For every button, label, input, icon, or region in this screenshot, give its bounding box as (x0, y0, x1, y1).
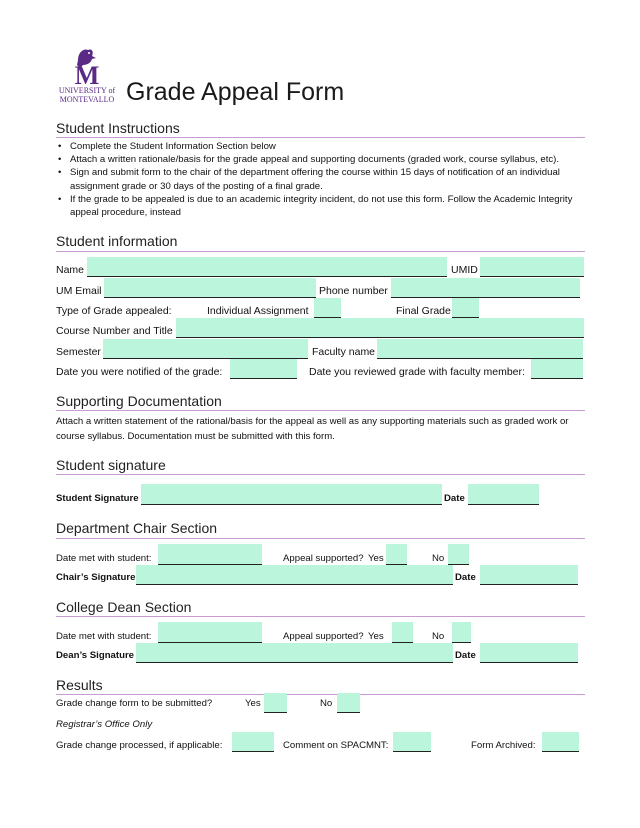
page-title: Grade Appeal Form (126, 78, 345, 106)
student-signature-field[interactable] (141, 484, 442, 505)
semester-field[interactable] (103, 339, 308, 359)
email-label: UM Email (56, 285, 102, 297)
section-divider (56, 137, 585, 138)
name-field[interactable] (87, 257, 447, 277)
dean-met-date-field[interactable] (158, 622, 262, 643)
list-item: • Complete the Student Information Section below (56, 140, 585, 153)
student-info-heading: Student information (56, 233, 178, 249)
dean-no-checkbox[interactable] (452, 622, 471, 643)
list-item: • Sign and submit form to the chair of the department offering the course within 15 days of notification of an individual assignment grade or 30 days of the posting of a final grade. (56, 166, 585, 192)
results-yes-checkbox[interactable] (264, 693, 287, 713)
student-date-label: Date (444, 493, 465, 504)
chair-signature-label: Chair’s Signature (56, 572, 136, 583)
reviewed-date-field[interactable] (531, 359, 583, 379)
student-signature-label: Student Signature (56, 493, 139, 504)
archived-label: Form Archived: (471, 740, 536, 751)
chair-signature-field[interactable] (136, 565, 453, 585)
semester-label: Semester (56, 346, 101, 358)
dean-date-label: Date (455, 650, 476, 661)
section-divider (56, 251, 585, 252)
processed-label: Grade change processed, if applicable: (56, 740, 223, 751)
spacmnt-label: Comment on SPACMNT: (283, 740, 389, 751)
final-grade-label: Final Grade (396, 305, 451, 317)
chair-yes-checkbox[interactable] (386, 544, 407, 565)
final-grade-checkbox[interactable] (452, 298, 479, 318)
dean-heading: College Dean Section (56, 599, 192, 615)
section-divider (56, 538, 585, 539)
instructions-list (56, 140, 585, 219)
student-date-field[interactable] (468, 484, 539, 505)
chair-met-date-field[interactable] (158, 544, 262, 565)
chair-met-label: Date met with student: (56, 553, 152, 564)
phone-label: Phone number (319, 285, 388, 297)
signature-heading: Student signature (56, 457, 166, 473)
instructions-heading: Student Instructions (56, 120, 180, 136)
grade-type-label: Type of Grade appealed: (56, 305, 172, 317)
registrar-label: Registrar’s Office Only (56, 719, 153, 730)
documentation-heading: Supporting Documentation (56, 393, 222, 409)
notified-date-label: Date you were notified of the grade: (56, 366, 223, 378)
spacmnt-field[interactable] (393, 732, 431, 752)
processed-field[interactable] (232, 732, 274, 752)
section-divider (56, 616, 585, 617)
section-divider (56, 410, 585, 411)
results-heading: Results (56, 677, 103, 693)
results-yes-label: Yes (245, 698, 261, 709)
chair-heading: Department Chair Section (56, 520, 218, 536)
email-field[interactable] (104, 278, 316, 298)
section-divider (56, 474, 585, 475)
chair-no-checkbox[interactable] (448, 544, 469, 565)
phone-field[interactable] (391, 278, 580, 298)
grade-change-label: Grade change form to be submitted? (56, 698, 213, 709)
archived-field[interactable] (542, 732, 579, 752)
svg-text:M: M (74, 61, 100, 90)
course-label: Course Number and Title (56, 325, 173, 337)
notified-date-field[interactable] (230, 359, 297, 379)
reviewed-date-label: Date you reviewed grade with faculty member: (309, 366, 525, 378)
umid-label: UMID (451, 264, 478, 276)
dean-signature-field[interactable] (136, 643, 453, 663)
results-no-checkbox[interactable] (337, 693, 360, 713)
chair-date-field[interactable] (480, 565, 578, 585)
logo-text: UNIVERSITY of MONTEVALLO (58, 86, 116, 104)
dean-supported-label: Appeal supported? (283, 631, 364, 642)
list-item: • Attach a written rationale/basis for the grade appeal and supporting documents (graded work, course syllabus, etc). (56, 153, 585, 166)
umid-field[interactable] (480, 257, 584, 277)
dean-signature-label: Dean’s Signature (56, 650, 135, 661)
chair-date-label: Date (455, 572, 476, 583)
individual-assignment-label: Individual Assignment (207, 305, 309, 317)
results-no-label: No (320, 698, 333, 709)
dean-yes-label: Yes (368, 631, 384, 642)
faculty-field[interactable] (377, 339, 583, 359)
name-label: Name (56, 264, 85, 276)
course-field[interactable] (176, 318, 584, 338)
dean-yes-checkbox[interactable] (392, 622, 413, 643)
faculty-label: Faculty name (312, 346, 376, 358)
list-item: • If the grade to be appealed is due to an academic integrity incident, do not use this form. Follow the Academic Integrity appeal procedure, instead (56, 193, 585, 219)
chair-no-label: No (432, 553, 445, 564)
chair-yes-label: Yes (368, 553, 384, 564)
dean-date-field[interactable] (480, 643, 578, 663)
section-divider (56, 694, 585, 695)
individual-assignment-checkbox[interactable] (314, 298, 341, 318)
chair-supported-label: Appeal supported? (283, 553, 364, 564)
documentation-text: Attach a written statement of the rational/basis for the appeal as well as any supporting materials such as graded work or course syllabus. Documentation must be submitted with this form. (56, 416, 569, 442)
university-logo (56, 46, 118, 110)
dean-no-label: No (432, 631, 445, 642)
dean-met-label: Date met with student: (56, 631, 152, 642)
